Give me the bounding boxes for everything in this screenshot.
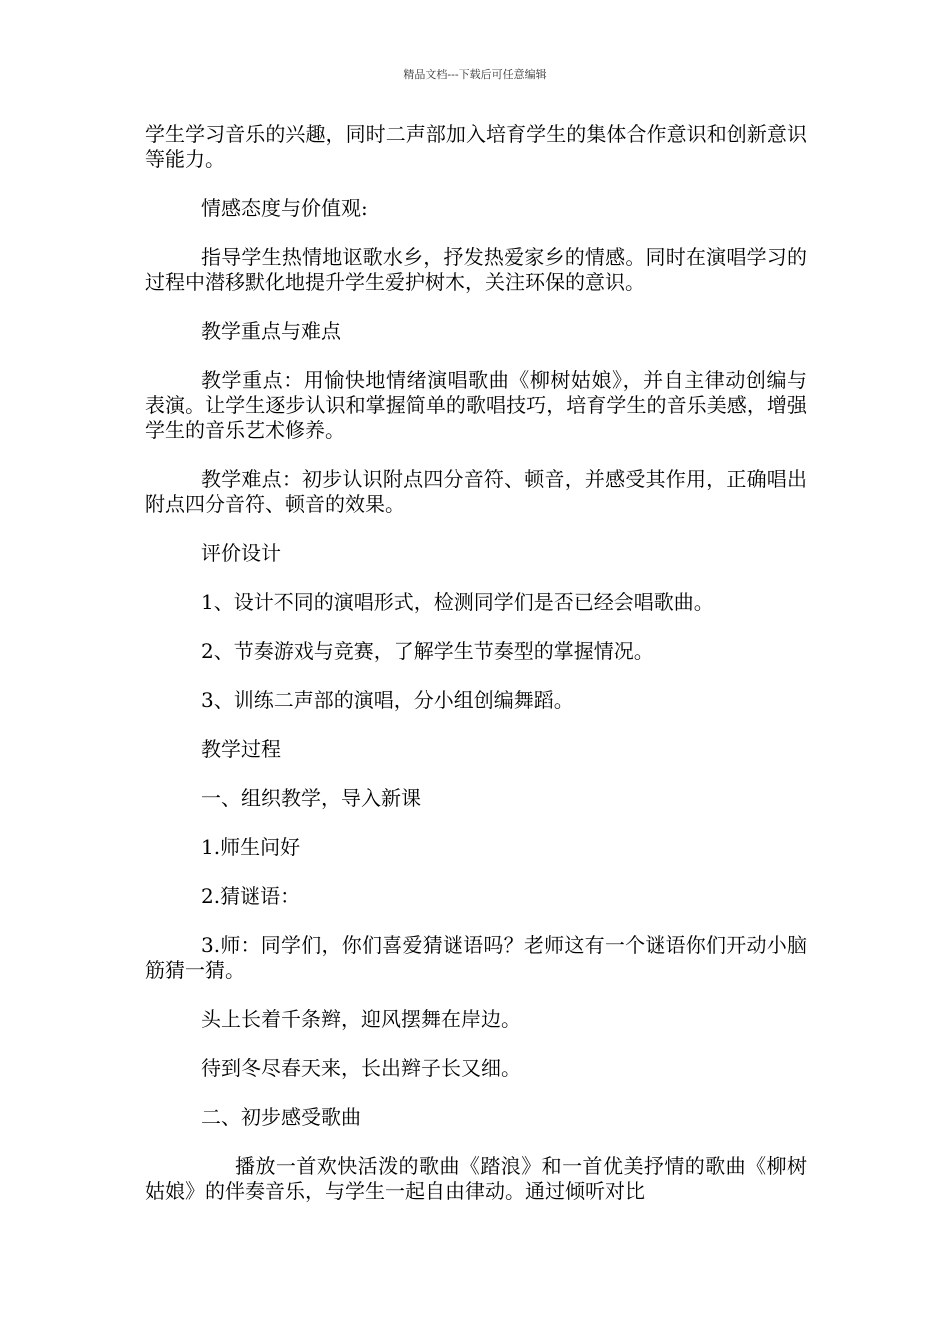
paragraph: 教学难点：初步认识附点四分音符、顿音，并感受其作用，正确唱出附点四分音符、顿音的效果。 [145, 467, 807, 516]
section-heading: 评价设计 [201, 541, 281, 565]
section-heading: 教学重点与难点 [201, 319, 341, 343]
list-item: 1、设计不同的演唱形式，检测同学们是否已经会唱歌曲。 [201, 590, 714, 614]
list-item: 3、训练二声部的演唱，分小组创编舞蹈。 [201, 688, 574, 712]
section-heading: 一、组织教学，导入新课 [201, 786, 421, 810]
section-heading: 教学过程 [201, 737, 281, 761]
section-heading: 二、初步感受歌曲 [201, 1105, 361, 1129]
paragraph: 情感态度与价值观: [201, 196, 368, 220]
document-body [145, 122, 807, 1204]
paragraph: 指导学生热情地讴歌水乡，抒发热爱家乡的情感。同时在演唱学习的过程中潜移默化地提升学生爱护树木，关注环保的意识。 [145, 245, 807, 294]
riddle-line: 头上长着千条辫，迎风摆舞在岸边。 [201, 1007, 521, 1031]
page-header: 精品文档---下载后可任意编辑 [403, 68, 547, 81]
paragraph: 3.师：同学们，你们喜爱猜谜语吗？老师这有一个谜语你们开动小脑筋猜一猜。 [145, 933, 807, 982]
paragraph: 学生学习音乐的兴趣，同时二声部加入培育学生的集体合作意识和创新意识等能力。 [145, 122, 807, 171]
list-item: 2.猜谜语： [201, 884, 301, 908]
paragraph: 教学重点：用愉快地情绪演唱歌曲《柳树姑娘》，并自主律动创编与表演。让学生逐步认识和掌握简单的歌唱技巧，培育学生的音乐美感，增强学生的音乐艺术修养。 [145, 368, 807, 442]
list-item: 2、节奏游戏与竞赛，了解学生节奏型的掌握情况。 [201, 639, 654, 663]
paragraph: 播放一首欢快活泼的歌曲《踏浪》和一首优美抒情的歌曲《柳树姑娘》的伴奏音乐，与学生一起自由律动。通过倾听对比 [145, 1154, 807, 1203]
riddle-line: 待到冬尽春天来，长出辫子长又细。 [201, 1056, 521, 1080]
list-item: 1.师生问好 [201, 835, 301, 859]
